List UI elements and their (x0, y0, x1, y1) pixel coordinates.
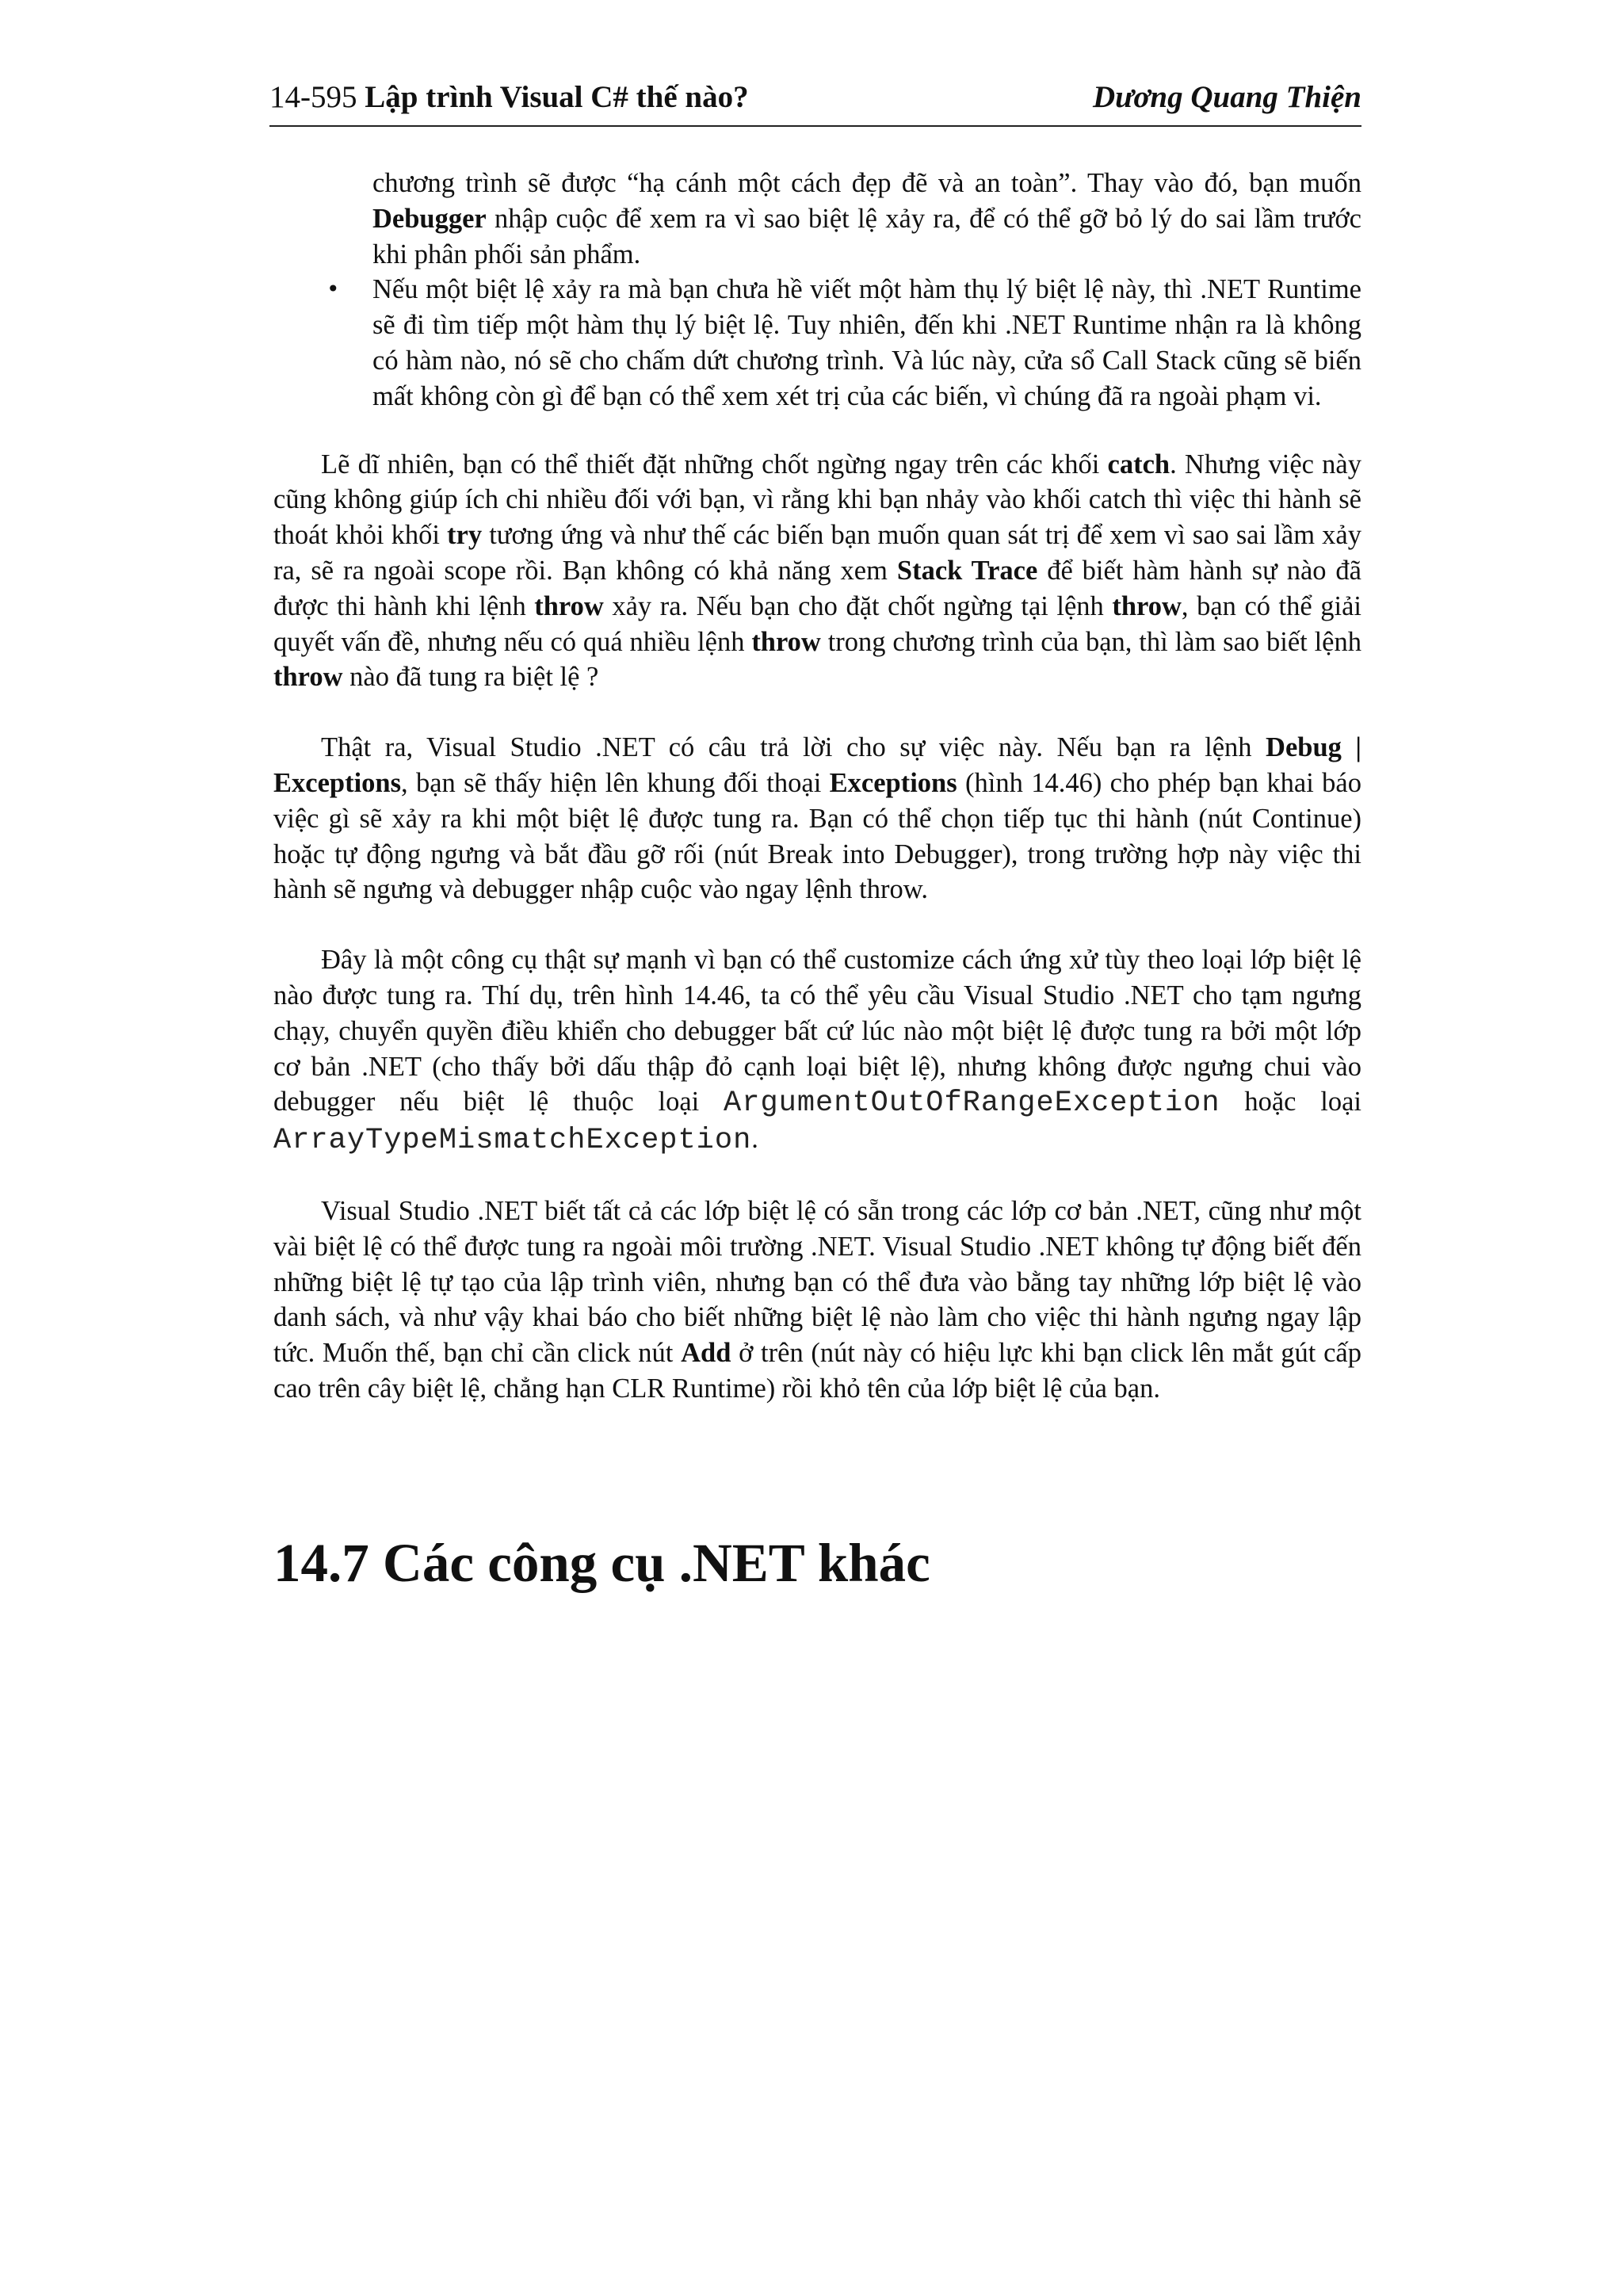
paragraph-add-exceptions: Visual Studio .NET biết tất cả các lớp biệt lệ có sẵn trong các lớp cơ bản .NET, cũng như một vài biệt lệ có thể được tung ra ngoài môi trường .NET. Visual Studio .NET không tự động biết đến những biệt lệ tự tạo của lập trình viên, nhưng bạn có thể đưa vào bằng tay những lớp biệt lệ vào danh sách, và như vậy khai báo cho biết những biệt lệ nào làm cho việc thi hành ngưng ngay lập tức. Muốn thế, bạn chỉ cần click nút Add ở trên (nút này có hiệu lực khi bạn click lên mắt gút cấp cao trên cây biệt lệ, chẳng hạn CLR Runtime) rồi khỏ tên của lớp biệt lệ của bạn. (273, 1195, 1361, 1404)
page-body (273, 166, 1361, 1407)
bullet-item: • Nếu một biệt lệ xảy ra mà bạn chưa hề viết một hàm thụ lý biệt lệ này, thì .NET Runtime sẽ đi tìm tiếp một hàm thụ lý biệt lệ. Tuy nhiên, đến khi .NET Runtime nhận ra là không có hàm nào, nó sẽ cho chấm dứt chương trình. Và lúc này, cửa sổ Call Stack cũng sẽ biến mất không còn gì để bạn có thể xem xét trị của các biến, vì chúng đã ra ngoài phạm vi. (273, 272, 1361, 414)
page-number: 14-595 (269, 80, 357, 114)
paragraph-exceptions-dialog: Thật ra, Visual Studio .NET có câu trả lời cho sự việc này. Nếu bạn ra lệnh Debug | Exceptions, bạn sẽ thấy hiện lên khung đối thoại Exceptions (hình 14.46) cho phép bạn khai báo việc gì sẽ xảy ra khi một biệt lệ được tung ra. Bạn có thể chọn tiếp tục thi hành (nút Continue) hoặc tự động ngưng và bắt đầu gỡ rối (nút Break into Debugger), trong trường hợp này việc thi hành sẽ ngưng và debugger nhập cuộc vào ngay lệnh throw. (273, 732, 1361, 905)
author-name: Dương Quang Thiện (1092, 80, 1361, 114)
paragraph-breakpoints: Lẽ dĩ nhiên, bạn có thể thiết đặt những chốt ngừng ngay trên các khối catch. Nhưng việc này cũng không giúp ích chi nhiều đối với bạn, vì rằng khi bạn nhảy vào khối catch thì việc thi hành sẽ thoát khỏi khối try tương ứng và như thế các biến bạn muốn quan sát trị để xem vì sao sai lầm xảy ra, sẽ ra ngoài scope rồi. Bạn không có khả năng xem Stack Trace để biết hàm hành sự nào đã được thi hành khi lệnh throw xảy ra. Nếu bạn cho đặt chốt ngừng tại lệnh throw, bạn có thể giải quyết vấn đề, nhưng nếu có quá nhiều lệnh throw trong chương trình của bạn, thì làm sao biết lệnh throw nào đã tung ra biệt lệ ? (273, 449, 1361, 693)
paragraph-customize: Đây là một công cụ thật sự mạnh vì bạn có thể customize cách ứng xử tùy theo loại lớp biệt lệ nào được tung ra. Thí dụ, trên hình 14.46, ta có thể yêu cầu Visual Studio .NET cho tạm ngưng chạy, chuyển quyền điều khiển cho debugger bất cứ lúc nào một biệt lệ được tung ra bởi một lớp cơ bản .NET (cho thấy bởi dấu thập đỏ cạnh loại biệt lệ), nhưng không được ngưng chui vào debugger nếu biệt lệ thuộc loại ArgumentOutOfRangeException hoặc loại ArrayTypeMismatchException. (273, 945, 1361, 1158)
section-heading: 14.7 Các công cụ .NET khác (273, 1533, 930, 1593)
header-left (269, 79, 749, 115)
book-title: Lập trình Visual C# thế nào? (365, 80, 749, 114)
bullet-icon: • (327, 276, 340, 303)
bullet-continuation: chương trình sẽ được “hạ cánh một cách đẹp đẽ và an toàn”. Thay vào đó, bạn muốn Debugger nhập cuộc để xem ra vì sao biệt lệ xảy ra, để có thể gỡ bỏ lý do sai lầm trước khi phân phối sản phẩm. (372, 168, 1361, 269)
page-header (269, 79, 1361, 127)
